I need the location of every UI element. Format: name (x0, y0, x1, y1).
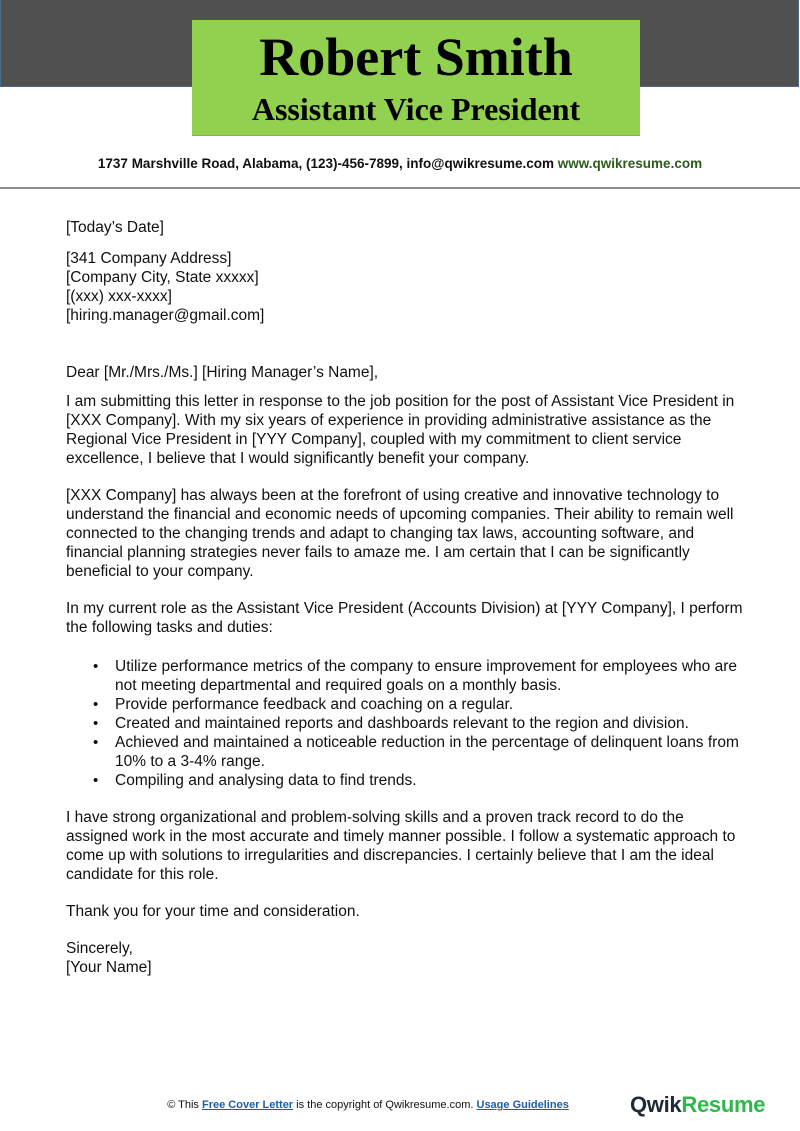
copyright-footer (0, 1099, 736, 1111)
recipient-address (66, 249, 746, 325)
bullet-icon: • (93, 696, 99, 713)
applicant-name: Robert Smith (259, 27, 573, 87)
address-line: [(xxx) xxx-xxxx] (66, 288, 172, 305)
letter-date: [Today’s Date] (66, 219, 164, 236)
logo-part-qwik: Qwik (630, 1092, 682, 1117)
logo-part-resume: Resume (681, 1092, 766, 1117)
applicant-title: Assistant Vice President (251, 91, 581, 127)
paragraph-closing: I have strong organizational and problem-solving skills and a proven track record to do the assigned work in the most accurate and timely manner possible. I follow a systematic approach to come up with solutions to irregularities and discrepancies. I certainly believe that I am the ideal candidate for this role. (66, 809, 736, 883)
header-separator (0, 187, 800, 189)
list-item: • Utilize performance metrics of the company to ensure improvement for employees who are not meeting departmental and required goals on a monthly basis. (93, 658, 737, 694)
free-cover-letter-link[interactable]: Free Cover Letter (202, 1099, 294, 1111)
bullet-icon: • (93, 715, 99, 732)
bullet-icon: • (93, 658, 99, 675)
contact-line (0, 156, 800, 171)
salutation: Dear [Mr./Mrs./Ms.] [Hiring Manager’s Name], (66, 364, 379, 381)
list-item: • Created and maintained reports and dashboards relevant to the region and division. (93, 715, 689, 732)
list-item: • Provide performance feedback and coaching on a regular. (93, 696, 514, 713)
address-line: [hiring.manager@gmail.com] (66, 307, 265, 324)
website-link[interactable]: www.qwikresume.com (557, 156, 703, 171)
copyright-prefix: © This (167, 1099, 202, 1111)
copyright-middle: is the copyright of Qwikresume.com. (293, 1099, 477, 1111)
name-box (192, 20, 640, 135)
address-line: [341 Company Address] (66, 250, 232, 267)
paragraph-current-role: In my current role as the Assistant Vice President (Accounts Division) at [YYY Company], I perform the following tasks and duties: (66, 600, 743, 636)
list-item: • Achieved and maintained a noticeable reduction in the percentage of delinquent loans from 10% to a 3-4% range. (93, 734, 739, 770)
list-item: • Compiling and analysing data to find trends. (93, 772, 417, 789)
qwikresume-logo (630, 1092, 765, 1118)
thanks-line: Thank you for your time and consideration. (66, 903, 360, 920)
letter-body (66, 218, 746, 977)
paragraph-intro: I am submitting this letter in response to the job position for the post of Assistant Vice President in [XXX Company]. With my six years of experience in providing administrative assistance as the Regional Vice President in [YYY Company], coupled with my commitment to client service excellence, I believe that I would significantly benefit your company. (66, 393, 735, 467)
bullet-icon: • (93, 772, 99, 789)
usage-guidelines-link[interactable]: Usage Guidelines (476, 1099, 569, 1111)
contact-details: 1737 Marshville Road, Alabama, (123)-456-7899, info@qwikresume.com (97, 156, 555, 171)
paragraph-company: [XXX Company] has always been at the forefront of using creative and innovative technology to understand the financial and economic needs of upcoming companies. Their ability to remain well connected to the changing trends and adapt to changing tax laws, accounting software, and financial planning strategies never fails to amaze me. I am certain that I can be significantly beneficial to your company. (66, 487, 734, 580)
sign-off: Sincerely, (66, 940, 133, 957)
address-line: [Company City, State xxxxx] (66, 269, 259, 286)
duties-list (66, 657, 746, 790)
bullet-icon: • (93, 734, 99, 751)
signature: [Your Name] (66, 959, 152, 976)
